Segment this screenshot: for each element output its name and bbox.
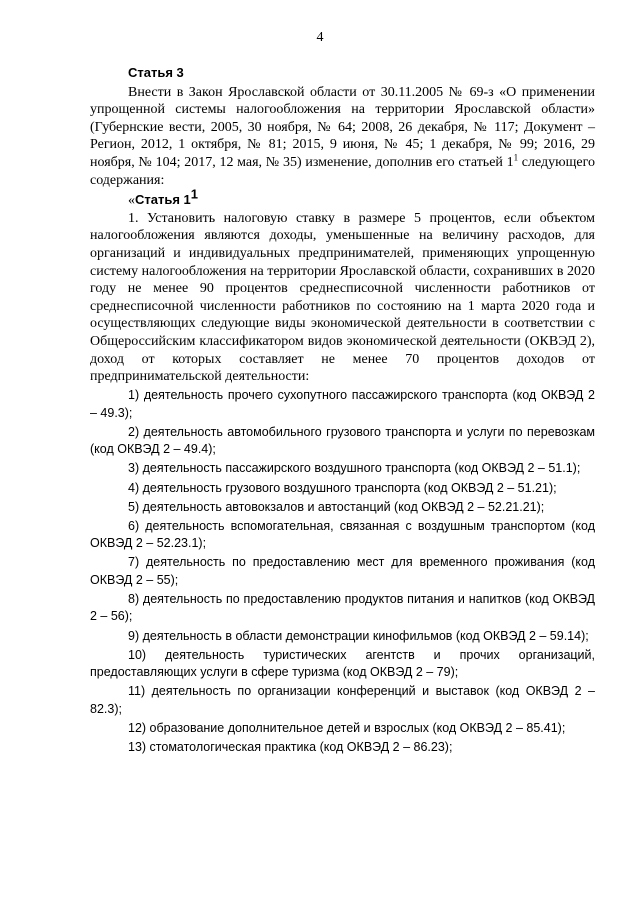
list-item: 1) деятельность прочего сухопутного пассажирского транспорта (код ОКВЭД 2 – 49.3); — [90, 388, 595, 420]
list-item: 9) деятельность в области демонстрации кинофильмов (код ОКВЭД 2 – 59.14); — [128, 628, 589, 643]
article-1-1-title: Статья 1 — [135, 192, 191, 208]
article-1-1-superscript: 1 — [190, 186, 199, 202]
document-body — [90, 64, 595, 756]
opening-quote: « — [128, 193, 135, 209]
article-3-intro-text: Внести в Закон Ярославской области от 30.11.2005 № 69-з «О применении упрощенной системы налогообложения на территории Ярославской области» (Губернские вести, 2005, 30 ноября, № 64; 2008, 26 декабря, № 117; Документ – Регион, 2012, 1 октября, № 81; 2015, 9 июня, № 45; 1 декабря, № 99; 2016, 29 ноября, № 104; 2017, 12 мая, № 35) изменение, дополнив его статьей 1 — [90, 84, 595, 170]
list-item: 12) образование дополнительное детей и взрослых (код ОКВЭД 2 – 85.41); — [128, 720, 566, 735]
article-3-intro-tail: следующего содержания: — [90, 154, 595, 188]
list-item: 10) деятельность туристических агентств и прочих организаций, предоставляющих услуги в сфере туризма (код ОКВЭД 2 – 79); — [90, 647, 595, 680]
list-item: 2) деятельность автомобильного грузового транспорта и услуги по перевозкам (код ОКВЭД 2 – 49.4); — [90, 424, 595, 457]
article-3-intro-superscript: 1 — [513, 152, 519, 163]
article-3-heading: Статья 3 — [128, 65, 184, 80]
list-item: 3) деятельность пассажирского воздушного транспорта (код ОКВЭД 2 – 51.1); — [128, 461, 581, 476]
article-1-1-paragraph-1: 1. Установить налоговую ставку в размере 5 процентов, если объектом налогообложения являются доходы, уменьшенные на величину расходов, для организаций и индивидуальных предпринимателей, применяющих упрощенную систему налогообложения на территории Ярославской области, сохранивших в 2020 году не менее 90 процентов среднесписочной численности работников от среднесписочной численности работников по состоянию на 1 марта 2020 года и осуществляющих следующие виды экономической деятельности в соответствии с Общероссийским классификатором видов экономической деятельности (ОКВЭД 2), доход от которых составляет не менее 70 процентов доходов от предпринимательской деятельности: — [90, 210, 595, 385]
list-item: 8) деятельность по предоставлению продуктов питания и напитков (код ОКВЭД 2 – 56); — [90, 591, 595, 624]
article-1-1-heading — [128, 186, 595, 210]
article-3-intro — [90, 84, 595, 190]
list-item: 5) деятельность автовокзалов и автостанций (код ОКВЭД 2 – 52.21.21); — [128, 499, 545, 514]
list-item: 7) деятельность по предоставлению мест для временного проживания (код ОКВЭД 2 – 55); — [90, 555, 595, 587]
list-item: 13) стоматологическая практика (код ОКВЭД 2 – 86.23); — [128, 739, 453, 754]
list-item: 11) деятельность по организации конференций и выставок (код ОКВЭД 2 – 82.3); — [90, 684, 595, 716]
page-number: 4 — [316, 30, 324, 45]
list-item: 4) деятельность грузового воздушного транспорта (код ОКВЭД 2 – 51.21); — [128, 480, 557, 495]
list-item: 6) деятельность вспомогательная, связанная с воздушным транспортом (код ОКВЭД 2 – 52.23.1); — [90, 518, 595, 551]
